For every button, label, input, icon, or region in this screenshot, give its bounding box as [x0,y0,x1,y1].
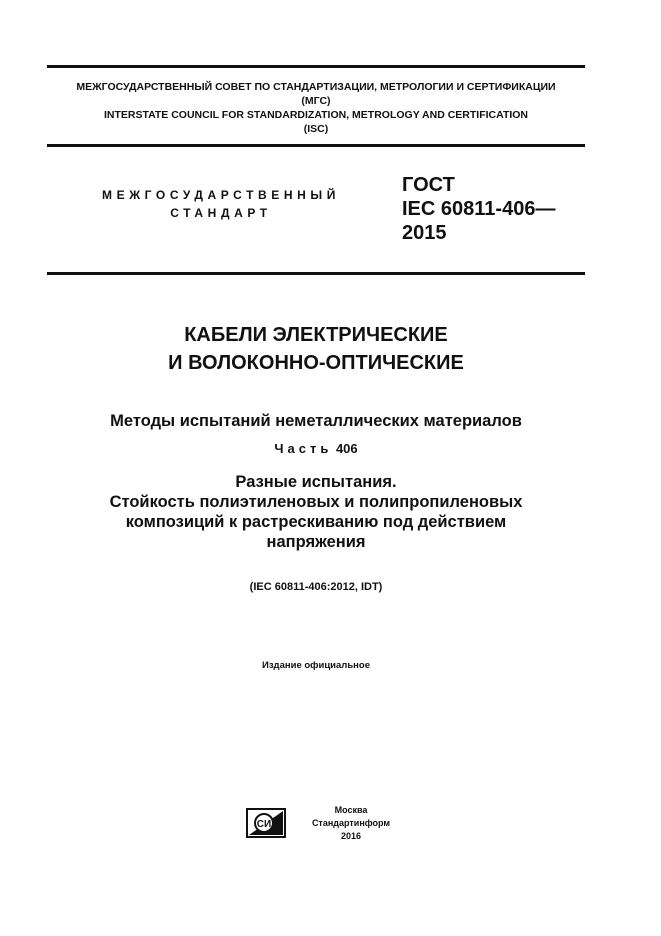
publisher-block [306,804,396,843]
lower-rule [47,272,585,275]
council-en-abbr: (ISC) [303,123,329,135]
iec-reference: (IEC 60811-406:2012, IDT) [249,581,383,593]
council-en: INTERSTATE COUNCIL FOR STANDARDIZATION, METROLOGY AND CERTIFICATION [103,109,529,121]
logo-text: СИ [256,819,272,830]
top-rule [47,65,585,68]
part-number: 406 [335,441,358,456]
publisher-year: 2016 [340,831,362,841]
standard-code-line3: 2015 [402,222,447,244]
document-title [47,321,585,377]
standard-code-line1: ГОСТ [402,174,455,196]
subtitle-line3: композиций к растрескиванию под действием [125,513,507,531]
standard-code [402,173,555,245]
standard-code-line2: IEC 60811-406— [402,198,556,220]
standard-type-line2: СТАНДАРТ [170,206,272,220]
title-line2: И ВОЛОКОННО-ОПТИЧЕСКИЕ [168,352,464,374]
subtitle-line4: напряжения [266,533,366,551]
title-line1: КАБЕЛИ ЭЛЕКТРИЧЕСКИЕ [184,324,448,346]
standartinform-logo-icon [246,808,286,838]
standard-type-line1: МЕЖГОСУДАРСТВЕННЫЙ [102,188,340,202]
publisher-name: Стандартинформ [311,818,391,828]
part-label: Часть [274,441,333,456]
edition-label: Издание официальное [262,660,370,671]
standard-type [96,186,346,222]
council-ru-abbr: (МГС) [301,95,331,107]
subtitle-line2: Стойкость полиэтиленовых и полипропиленовых [109,493,523,511]
methods-heading: Методы испытаний неметаллических материалов [110,412,522,430]
council-ru: МЕЖГОСУДАРСТВЕННЫЙ СОВЕТ ПО СТАНДАРТИЗАЦИИ, МЕТРОЛОГИИ И СЕРТИФИКАЦИИ [76,81,556,93]
part-heading [47,440,585,458]
publisher-city: Москва [334,805,368,815]
middle-rule [47,144,585,147]
subtitle-line1: Разные испытания. [235,473,397,491]
document-subtitle [47,472,585,552]
council-header [47,80,585,136]
